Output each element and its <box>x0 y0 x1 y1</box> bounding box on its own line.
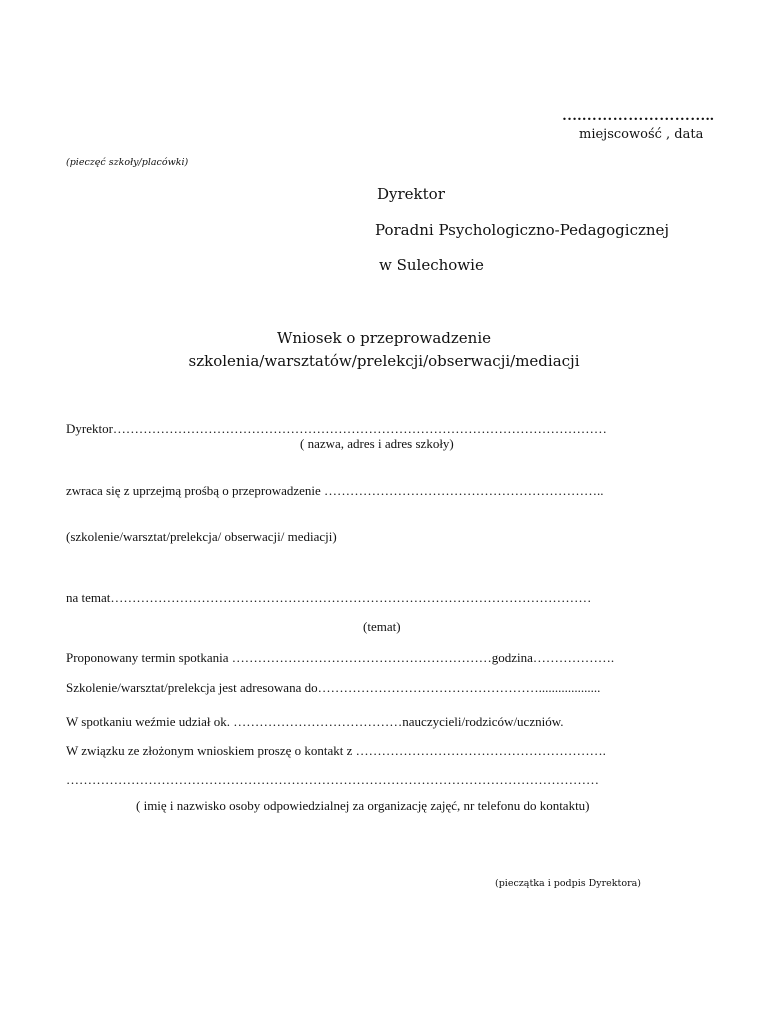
director-field: Dyrektor…………………………………………………………………………………………………… <box>66 421 607 436</box>
director-field-caption: ( nazwa, adres i adres szkoły) <box>300 436 454 451</box>
school-stamp-caption: (pieczęć szkoły/placówki) <box>66 157 189 168</box>
addressee-line-1: Dyrektor <box>377 185 445 203</box>
participants-field: W spotkaniu weźmie udział ok. …………………………………nauczycieli/rodziców/uczniów. <box>66 714 564 729</box>
contact-caption: ( imię i nazwisko osoby odpowiedzialnej za organizację zajęć, nr telefonu do kontaktu) <box>136 798 590 813</box>
request-field: zwraca się z uprzejmą prośbą o przeprowadzenie ……………………………………………………….. <box>66 483 604 498</box>
place-date-caption: miejscowość , data <box>579 127 704 142</box>
term-field: Proponowany termin spotkania ……………………………………………………godzina………………. <box>66 650 615 665</box>
audience-field: Szkolenie/warsztat/prelekcja jest adresowana do……………………………………………................... <box>66 680 601 695</box>
place-date-dots: ….…………………….. <box>562 108 715 124</box>
contact-dots-line: …………………………………………………………………………………………………………… <box>66 772 599 787</box>
types-caption: (szkolenie/warsztat/prelekcja/ obserwacji/ mediacji) <box>66 529 337 544</box>
document-title-line-2: szkolenia/warsztatów/prelekcji/obserwacji/mediacji <box>188 352 580 370</box>
signature-caption: (pieczątka i podpis Dyrektora) <box>495 878 642 889</box>
addressee-line-3: w Sulechowie <box>379 256 484 274</box>
addressee-line-2: Poradni Psychologiczno-Pedagogicznej <box>375 221 670 239</box>
topic-field: na temat………………………………………………………………………………………………… <box>66 590 592 605</box>
document-title-line-1: Wniosek o przeprowadzenie <box>277 329 491 347</box>
topic-caption: (temat) <box>363 619 401 634</box>
contact-field: W związku ze złożonym wnioskiem proszę o kontakt z …………………………………………………. <box>66 743 606 758</box>
